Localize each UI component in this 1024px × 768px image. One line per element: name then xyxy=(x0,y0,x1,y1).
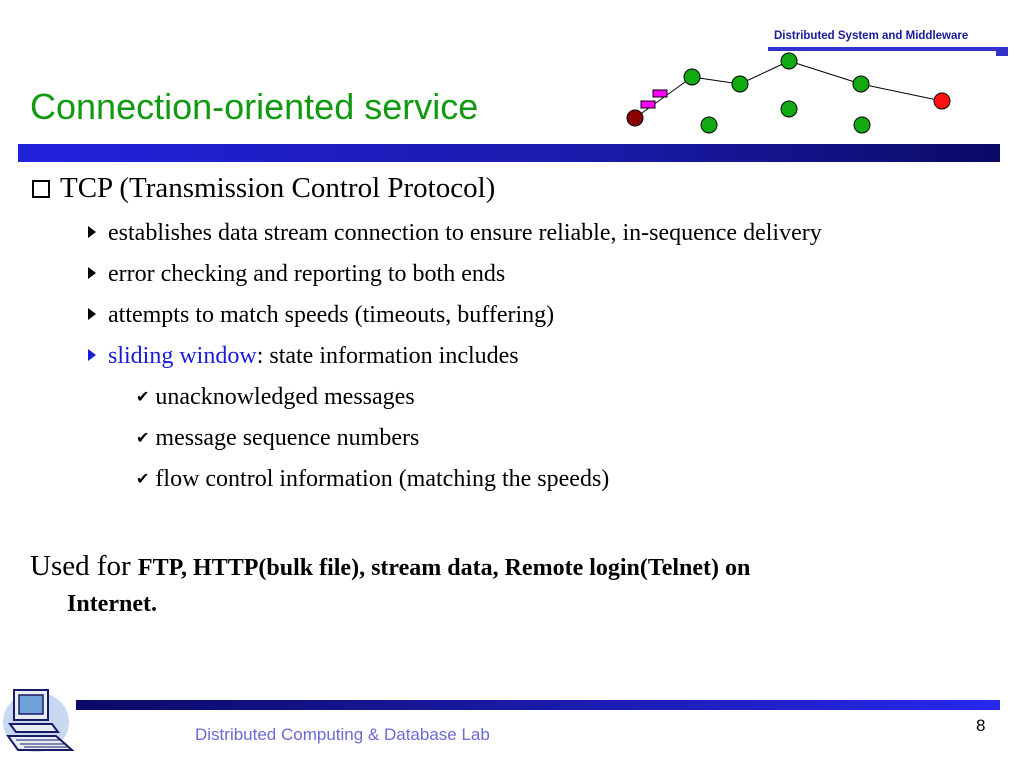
sub-bullet xyxy=(88,302,554,329)
main-bullet xyxy=(32,172,495,205)
check-item-text: unacknowledged messages xyxy=(155,384,415,410)
sliding-window-term: sliding window xyxy=(108,343,257,369)
arrow-bullet-icon xyxy=(88,308,96,320)
used-for-protocols: FTP, HTTP(bulk file), stream data, Remote login(Telnet) on xyxy=(137,555,751,581)
check-item-text: message sequence numbers xyxy=(155,425,420,451)
slide-title: Connection-oriented service xyxy=(30,86,479,127)
header-label: Distributed System and Middleware xyxy=(774,30,969,42)
used-for-prefix: Used for xyxy=(30,550,138,582)
sub-bullet-text: establishes data stream connection to ensure reliable, in-sequence delivery xyxy=(108,220,822,246)
check-item-text: flow control information (matching the speeds) xyxy=(155,466,610,492)
check-item xyxy=(136,384,415,411)
footer-lab-name: Distributed Computing & Database Lab xyxy=(195,725,490,744)
computer-icon xyxy=(2,684,76,760)
page-number: 8 xyxy=(976,716,986,735)
check-icon: ✔ xyxy=(136,469,150,488)
sub-bullet-sliding-window xyxy=(88,343,519,370)
footer-divider xyxy=(76,700,1000,710)
check-icon: ✔ xyxy=(136,428,150,447)
arrow-bullet-icon xyxy=(88,226,96,238)
check-item xyxy=(136,425,419,452)
network-graph-icon xyxy=(600,50,960,140)
sub-bullet xyxy=(88,220,822,247)
used-for-continuation: Internet. xyxy=(67,591,157,617)
header-rule-tab xyxy=(996,47,1008,56)
sliding-window-rest: : state information includes xyxy=(256,343,519,369)
check-item xyxy=(136,466,609,493)
sub-bullet xyxy=(88,261,505,288)
arrow-bullet-icon xyxy=(88,267,96,279)
checkbox-icon xyxy=(32,180,50,198)
arrow-bullet-icon xyxy=(88,349,96,361)
sub-bullet-text: error checking and reporting to both ends xyxy=(108,261,506,287)
sub-bullet-text: attempts to match speeds (timeouts, buffering) xyxy=(108,302,555,328)
check-icon: ✔ xyxy=(136,387,150,406)
title-divider xyxy=(18,144,1000,162)
used-for-line xyxy=(30,550,750,583)
main-bullet-text: TCP (Transmission Control Protocol) xyxy=(60,172,496,204)
